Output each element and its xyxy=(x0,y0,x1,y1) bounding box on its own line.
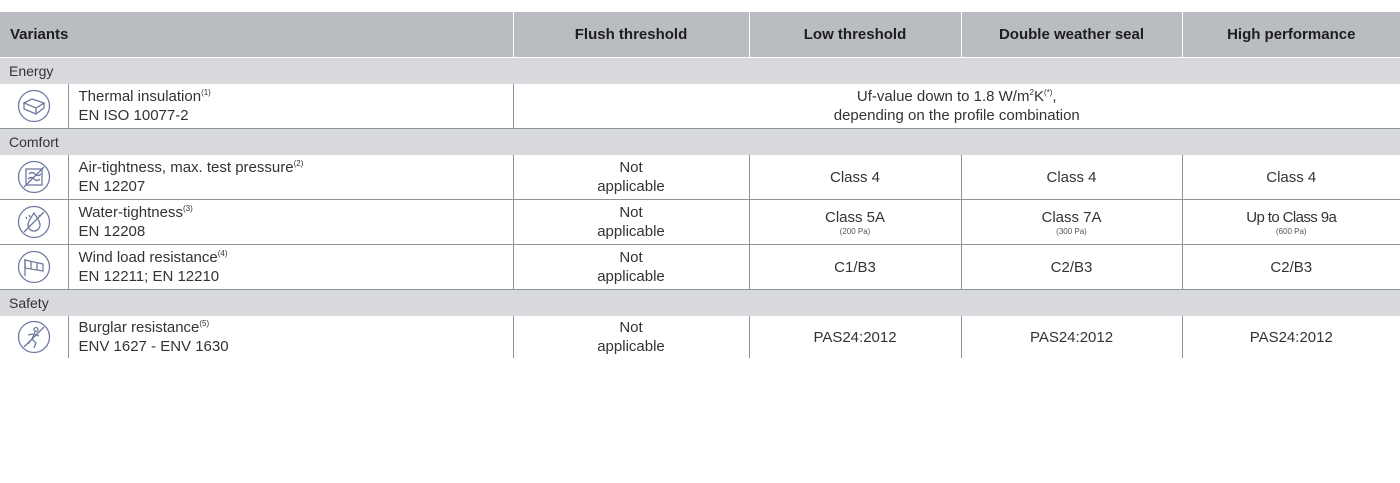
value-subnote: (600 Pa) xyxy=(1275,227,1307,236)
water-tightness-icon xyxy=(17,205,51,239)
cell-double-weather-seal: PAS24:2012 xyxy=(961,316,1182,358)
row-name: Burglar resistance xyxy=(78,319,200,336)
footnote-marker: (2) xyxy=(293,159,304,168)
value-text: applicable xyxy=(597,338,665,355)
row-name: Wind load resistance xyxy=(78,249,218,266)
value-text: Not xyxy=(619,204,643,221)
row-name: Air-tightness, max. test pressure xyxy=(78,159,294,176)
row-icon-cell xyxy=(0,316,68,358)
table-row xyxy=(0,155,1400,200)
cell-high-performance xyxy=(1182,200,1400,245)
cell-flush-threshold xyxy=(513,155,749,200)
value-text: applicable xyxy=(597,223,665,240)
row-standard: EN ISO 10077-2 xyxy=(78,107,189,124)
air-tightness-icon xyxy=(17,160,51,194)
value-text: Up to Class 9a xyxy=(1246,209,1337,226)
row-standard: ENV 1627 - ENV 1630 xyxy=(78,338,229,355)
header-double-weather-seal: Double weather seal xyxy=(961,12,1182,58)
value-text: applicable xyxy=(597,178,665,195)
cell-high-performance: PAS24:2012 xyxy=(1182,316,1400,358)
header-low-threshold: Low threshold xyxy=(749,12,961,58)
row-name: Water-tightness xyxy=(78,204,183,221)
windsock-icon xyxy=(17,250,51,284)
section-row-energy xyxy=(0,58,1400,85)
cell-double-weather-seal: Class 4 xyxy=(961,155,1182,200)
footnote-marker: (5) xyxy=(199,319,210,328)
row-label-cell xyxy=(68,245,513,290)
row-standard: EN 12207 xyxy=(78,178,146,195)
cell-flush-threshold xyxy=(513,316,749,358)
superscript: 2 xyxy=(1029,88,1034,97)
cell-high-performance: Class 4 xyxy=(1182,155,1400,200)
table-header-row xyxy=(0,12,1400,58)
value-subnote: (200 Pa) xyxy=(839,227,871,236)
value-text: Class 5A xyxy=(824,209,886,226)
row-standard: EN 12208 xyxy=(78,223,146,240)
footnote-marker: (*) xyxy=(1043,88,1053,97)
section-label-safety: Safety xyxy=(0,290,1400,317)
footnote-marker: (3) xyxy=(182,204,193,213)
footnote-marker: (4) xyxy=(217,249,228,258)
cell-flush-threshold xyxy=(513,200,749,245)
table-row xyxy=(0,316,1400,358)
footnote-marker: (1) xyxy=(201,88,211,97)
header-high-performance: High performance xyxy=(1182,12,1400,58)
cell-flush-threshold xyxy=(513,245,749,290)
row-icon-cell xyxy=(0,200,68,245)
table-row xyxy=(0,200,1400,245)
table-row xyxy=(0,84,1400,129)
value-subnote: (300 Pa) xyxy=(1056,227,1087,236)
cell-low-threshold: C1/B3 xyxy=(749,245,961,290)
section-label-energy: Energy xyxy=(0,58,1400,85)
cell-low-threshold: PAS24:2012 xyxy=(749,316,961,358)
thermal-value-cell xyxy=(513,84,1400,129)
value-unit: K xyxy=(1033,88,1044,105)
cell-double-weather-seal: C2/B3 xyxy=(961,245,1182,290)
header-variants: Variants xyxy=(0,12,513,58)
row-label-cell xyxy=(68,84,513,129)
value-text: Uf-value down to 1.8 W/m xyxy=(856,88,1030,105)
cell-double-weather-seal xyxy=(961,200,1182,245)
row-label-cell xyxy=(68,155,513,200)
table-row xyxy=(0,245,1400,290)
section-row-comfort xyxy=(0,129,1400,156)
row-icon-cell xyxy=(0,155,68,200)
value-note: depending on the profile combination xyxy=(833,107,1080,124)
row-label-cell xyxy=(68,316,513,358)
row-name: Thermal insulation xyxy=(78,88,202,105)
section-row-safety xyxy=(0,290,1400,317)
cell-high-performance: C2/B3 xyxy=(1182,245,1400,290)
cell-low-threshold: Class 4 xyxy=(749,155,961,200)
row-label-cell xyxy=(68,200,513,245)
section-label-comfort: Comfort xyxy=(0,129,1400,156)
thermal-insulation-icon xyxy=(17,89,51,123)
row-standard: EN 12211; EN 12210 xyxy=(78,268,220,285)
cell-low-threshold xyxy=(749,200,961,245)
value-text: Not xyxy=(619,159,643,176)
performance-table xyxy=(0,12,1400,358)
burglar-resistance-icon xyxy=(17,320,51,354)
value-text: Not xyxy=(619,249,643,266)
value-text: Not xyxy=(619,319,643,336)
header-flush-threshold: Flush threshold xyxy=(513,12,749,58)
value-text: Class 7A xyxy=(1041,209,1102,226)
value-text: applicable xyxy=(597,268,665,285)
row-icon-cell xyxy=(0,245,68,290)
row-icon-cell xyxy=(0,84,68,129)
value-comma: , xyxy=(1052,88,1057,105)
